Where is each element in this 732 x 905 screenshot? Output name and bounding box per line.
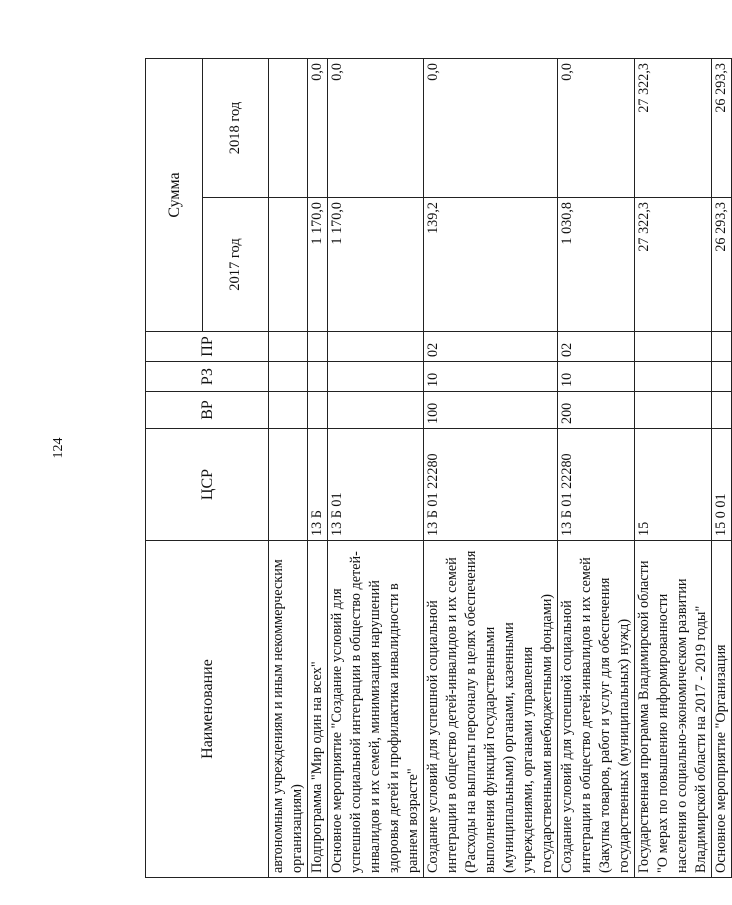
- cell-name: Создание условий для успешной социальной интеграции в общество детей-инвалидов и их семей (Расходы на выплаты персоналу в целях обеспечения выполнения функций государственными (муниципальными) органами, казенными учреждениями, органами управления государственными внебюджетными фондами): [424, 541, 558, 878]
- table-row: [328, 59, 424, 878]
- cell-vr: [635, 392, 712, 429]
- table-row: [269, 59, 308, 878]
- cell-2018: 0,0: [308, 59, 328, 198]
- cell-rz: [269, 362, 308, 392]
- cell-2017: 1 170,0: [308, 198, 328, 332]
- cell-rz: [635, 362, 712, 392]
- cell-rz: [328, 362, 424, 392]
- header-rz: РЗ: [146, 362, 269, 392]
- cell-csr: 15: [635, 429, 712, 541]
- cell-name: Основное мероприятие "Создание условий для успешной социальной интеграции в общество детей-инвалидов и их семей, минимизация нарушений здоровья детей и профилактика инвалидности в раннем возрасте": [328, 541, 424, 878]
- cell-name: Основное мероприятие "Организация: [712, 541, 732, 878]
- cell-name: автономным учреждениям и иным некоммерческим организациям): [269, 541, 308, 878]
- cell-2017: 26 293,3: [712, 198, 732, 332]
- header-name: Наименование: [146, 541, 269, 878]
- page-number: 124: [51, 437, 66, 459]
- cell-pr: 02: [558, 332, 635, 362]
- table-row: [712, 59, 732, 878]
- cell-pr: [308, 332, 328, 362]
- cell-pr: 02: [424, 332, 558, 362]
- cell-rz: [712, 362, 732, 392]
- cell-vr: 200: [558, 392, 635, 429]
- cell-pr: [635, 332, 712, 362]
- cell-pr: [269, 332, 308, 362]
- table-row: [558, 59, 635, 878]
- table-row: [308, 59, 328, 878]
- cell-csr: 13 Б 01 22280: [558, 429, 635, 541]
- header-year-2018: 2018 год: [203, 59, 269, 198]
- cell-csr: [269, 429, 308, 541]
- cell-2018: 26 293,3: [712, 59, 732, 198]
- cell-vr: 100: [424, 392, 558, 429]
- cell-pr: [328, 332, 424, 362]
- cell-pr: [712, 332, 732, 362]
- cell-name: Подпрограмма "Мир один на всех": [308, 541, 328, 878]
- table-row: [424, 59, 558, 878]
- cell-2017: 1 030,8: [558, 198, 635, 332]
- cell-csr: 13 Б 01 22280: [424, 429, 558, 541]
- rotated-table-container: [145, 59, 729, 878]
- header-year-2017: 2017 год: [203, 198, 269, 332]
- header-vr: ВР: [146, 392, 269, 429]
- cell-vr: [712, 392, 732, 429]
- cell-2017: 139,2: [424, 198, 558, 332]
- cell-2017: [269, 198, 308, 332]
- cell-2017: 1 170,0: [328, 198, 424, 332]
- cell-csr: 13 Б 01: [328, 429, 424, 541]
- cell-vr: [328, 392, 424, 429]
- header-sum: Сумма: [146, 59, 203, 332]
- cell-vr: [308, 392, 328, 429]
- budget-table: [145, 58, 732, 878]
- header-csr: ЦСР: [146, 429, 269, 541]
- cell-csr: 15 0 01: [712, 429, 732, 541]
- header-pr: ПР: [146, 332, 269, 362]
- cell-2018: 0,0: [558, 59, 635, 198]
- cell-2017: 27 322,3: [635, 198, 712, 332]
- cell-rz: 10: [558, 362, 635, 392]
- cell-2018: 27 322,3: [635, 59, 712, 198]
- cell-csr: 13 Б: [308, 429, 328, 541]
- cell-vr: [269, 392, 308, 429]
- cell-name: Создание условий для успешной социальной интеграции в общество детей-инвалидов и их семей (Закупка товаров, работ и услуг для обеспечения государственных (муниципальных) нужд): [558, 541, 635, 878]
- cell-2018: 0,0: [424, 59, 558, 198]
- cell-name: Государственная программа Владимирской области "О мерах по повышению информированности населения о социально-экономическом развитии Владимирской области на 2017 - 2019 годы": [635, 541, 712, 878]
- cell-2018: 0,0: [328, 59, 424, 198]
- cell-rz: 10: [424, 362, 558, 392]
- cell-2018: [269, 59, 308, 198]
- cell-rz: [308, 362, 328, 392]
- table-row: [635, 59, 712, 878]
